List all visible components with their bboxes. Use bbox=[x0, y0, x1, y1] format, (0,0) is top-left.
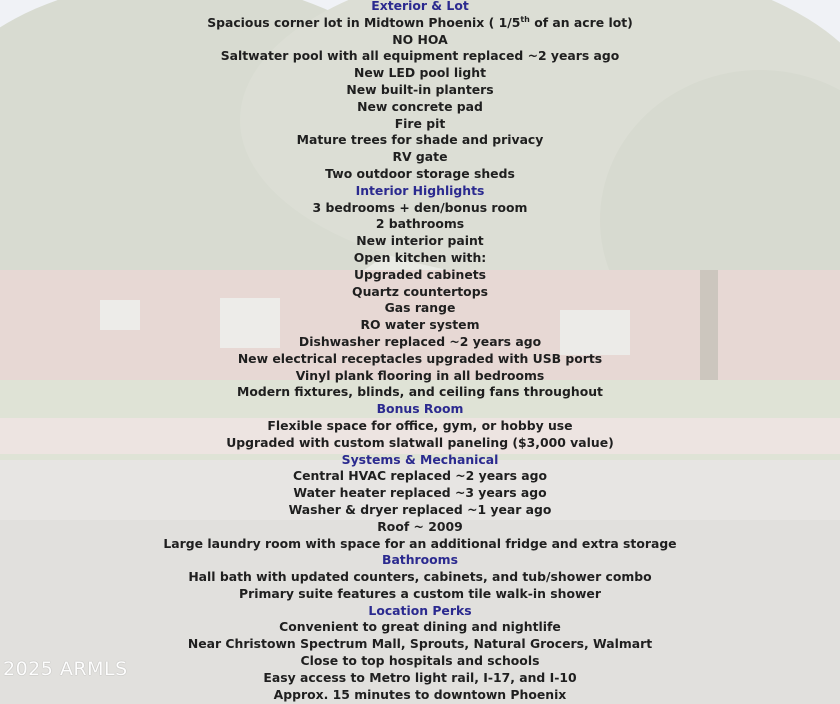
feature-line: Convenient to great dining and nightlife bbox=[279, 619, 561, 635]
feature-line: Spacious corner lot in Midtown Phoenix ( 1/5th of an acre lot) bbox=[207, 14, 633, 30]
feature-line: Easy access to Metro light rail, I-17, and I-10 bbox=[263, 669, 577, 685]
feature-line: Vinyl plank flooring in all bedrooms bbox=[295, 367, 545, 383]
feature-line: Flexible space for office, gym, or hobby use bbox=[267, 417, 573, 433]
feature-line: New built-in planters bbox=[346, 81, 494, 97]
feature-line: Open kitchen with: bbox=[353, 249, 487, 265]
feature-line: Two outdoor storage sheds bbox=[325, 165, 515, 181]
section-heading-bathrooms: Bathrooms bbox=[382, 552, 458, 568]
feature-line: Saltwater pool with all equipment replaced ~2 years ago bbox=[220, 48, 620, 64]
feature-line: New interior paint bbox=[356, 233, 484, 249]
feature-line: Large laundry room with space for an additional fridge and extra storage bbox=[163, 535, 677, 551]
feature-line: Water heater replaced ~3 years ago bbox=[293, 485, 547, 501]
section-heading-systems: Systems & Mechanical bbox=[341, 451, 499, 467]
feature-line: Washer & dryer replaced ~1 year ago bbox=[288, 501, 552, 517]
watermark-text: 2025 ARMLS bbox=[3, 658, 128, 680]
feature-line: 3 bedrooms + den/bonus room bbox=[312, 199, 528, 215]
section-heading-interior: Interior Highlights bbox=[355, 182, 485, 198]
feature-line: NO HOA bbox=[392, 31, 448, 47]
feature-line: Upgraded cabinets bbox=[353, 266, 487, 282]
feature-line: Modern fixtures, blinds, and ceiling fans throughout bbox=[237, 384, 603, 400]
section-heading-bonus-room: Bonus Room bbox=[376, 401, 464, 417]
section-heading-exterior: Exterior & Lot bbox=[371, 0, 469, 13]
feature-line: New concrete pad bbox=[357, 98, 483, 114]
feature-line: Primary suite features a custom tile walk-in shower bbox=[239, 585, 601, 601]
feature-line: Upgraded with custom slatwall paneling ($3,000 value) bbox=[226, 434, 614, 450]
feature-line: Fire pit bbox=[394, 115, 446, 131]
feature-line: Quartz countertops bbox=[352, 283, 488, 299]
feature-line: Near Christown Spectrum Mall, Sprouts, Natural Grocers, Walmart bbox=[187, 636, 653, 652]
feature-line: RV gate bbox=[392, 149, 448, 165]
feature-line: RO water system bbox=[360, 317, 480, 333]
feature-line: Gas range bbox=[384, 300, 456, 316]
feature-line: New LED pool light bbox=[353, 65, 487, 81]
feature-line: 2 bathrooms bbox=[375, 216, 465, 232]
section-heading-location: Location Perks bbox=[368, 602, 472, 618]
feature-line: New electrical receptacles upgraded with USB ports bbox=[237, 350, 603, 366]
feature-line: Dishwasher replaced ~2 years ago bbox=[298, 333, 542, 349]
feature-line: Hall bath with updated counters, cabinets, and tub/shower combo bbox=[188, 569, 652, 585]
feature-line: Approx. 15 minutes to downtown Phoenix bbox=[273, 686, 567, 702]
feature-line: Mature trees for shade and privacy bbox=[296, 132, 544, 148]
feature-line: Roof ~ 2009 bbox=[377, 518, 463, 534]
feature-line: Close to top hospitals and schools bbox=[300, 653, 540, 669]
feature-line: Central HVAC replaced ~2 years ago bbox=[292, 468, 547, 484]
